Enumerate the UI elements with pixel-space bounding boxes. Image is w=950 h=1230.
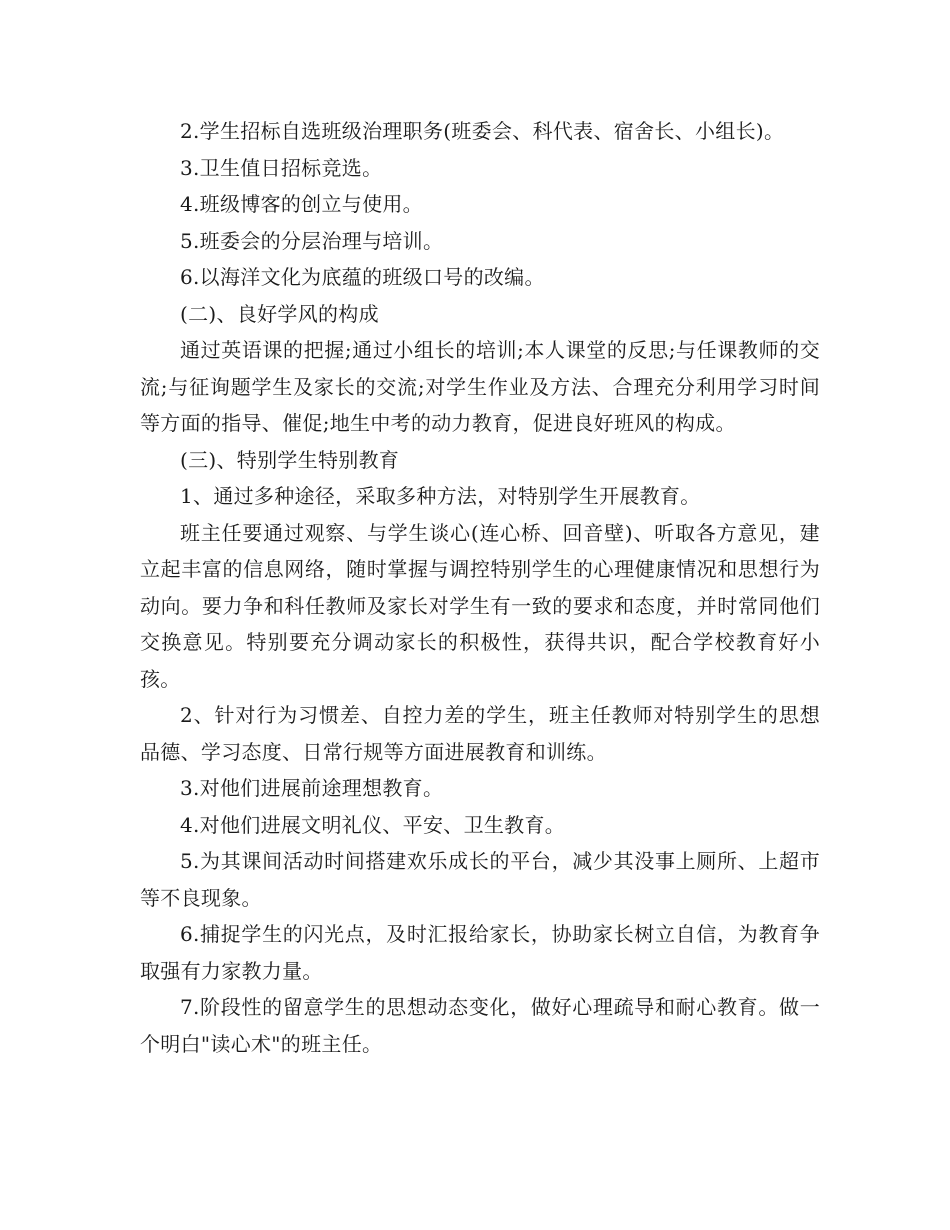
- document-body: [140, 113, 820, 1062]
- paragraph-item-5: 5.班委会的分层治理与培训。: [180, 228, 444, 253]
- paragraph-teacher-methods: 班主任要通过观察、与学生谈心(连心桥、回音壁)、听取各方意见，建立起丰富的信息网络，随时掌握与调控特别学生的心理健康情况和思想行为动向。要力争和科任教师及家长对学生有一致的要求和态度，并时常同他们交换意见。特别要充分调动家长的积极性，获得共识，配合学校教育好小孩。: [140, 520, 820, 691]
- paragraph-item-4: 4.班级博客的创立与使用。: [180, 192, 423, 216]
- paragraph-study-style: 通过英语课的把握;通过小组长的培训;本人课堂的反思;与任课教师的交流;与征询题学生及家长的交流;对学生作业及方法、合理充分利用学习时间等方面的指导、催促;地生中考的动力教育，促进良好班风的构成。: [140, 338, 820, 435]
- paragraph-special-item-1: 1、通过多种途径，采取多种方法，对特别学生开展教育。: [180, 484, 701, 508]
- paragraph-item-3: 3.卫生值日招标竞选。: [180, 155, 383, 180]
- paragraph-special-item-6: 6.捕捉学生的闪光点，及时汇报给家长，协助家长树立自信，为教育争取强有力家教力量。: [140, 922, 820, 983]
- paragraph-special-item-3: 3.对他们进展前途理想教育。: [180, 776, 444, 800]
- paragraph-special-item-4: 4.对他们进展文明礼仪、平安、卫生教育。: [180, 812, 566, 837]
- paragraph-special-item-5: 5.为其课间活动时间搭建欢乐成长的平台，减少其没事上厕所、上超市等不良现象。: [140, 849, 820, 910]
- paragraph-special-item-7: 7.阶段性的留意学生的思想动态变化，做好心理疏导和耐心教育。做一个明白"读心术"的班主任。: [140, 995, 820, 1056]
- section-heading-special-students: (三)、特别学生特别教育: [180, 447, 400, 472]
- paragraph-item-6: 6.以海洋文化为底蕴的班级口号的改编。: [180, 265, 545, 289]
- paragraph-item-2: 2.学生招标自选班级治理职务(班委会、科代表、宿舍长、小组长)。: [180, 119, 785, 143]
- section-heading-study-style: (二)、良好学风的构成: [180, 301, 379, 326]
- paragraph-special-item-2: 2、针对行为习惯差、自控力差的学生，班主任教师对特别学生的思想品德、学习态度、日常行规等方面进展教育和训练。: [140, 703, 820, 764]
